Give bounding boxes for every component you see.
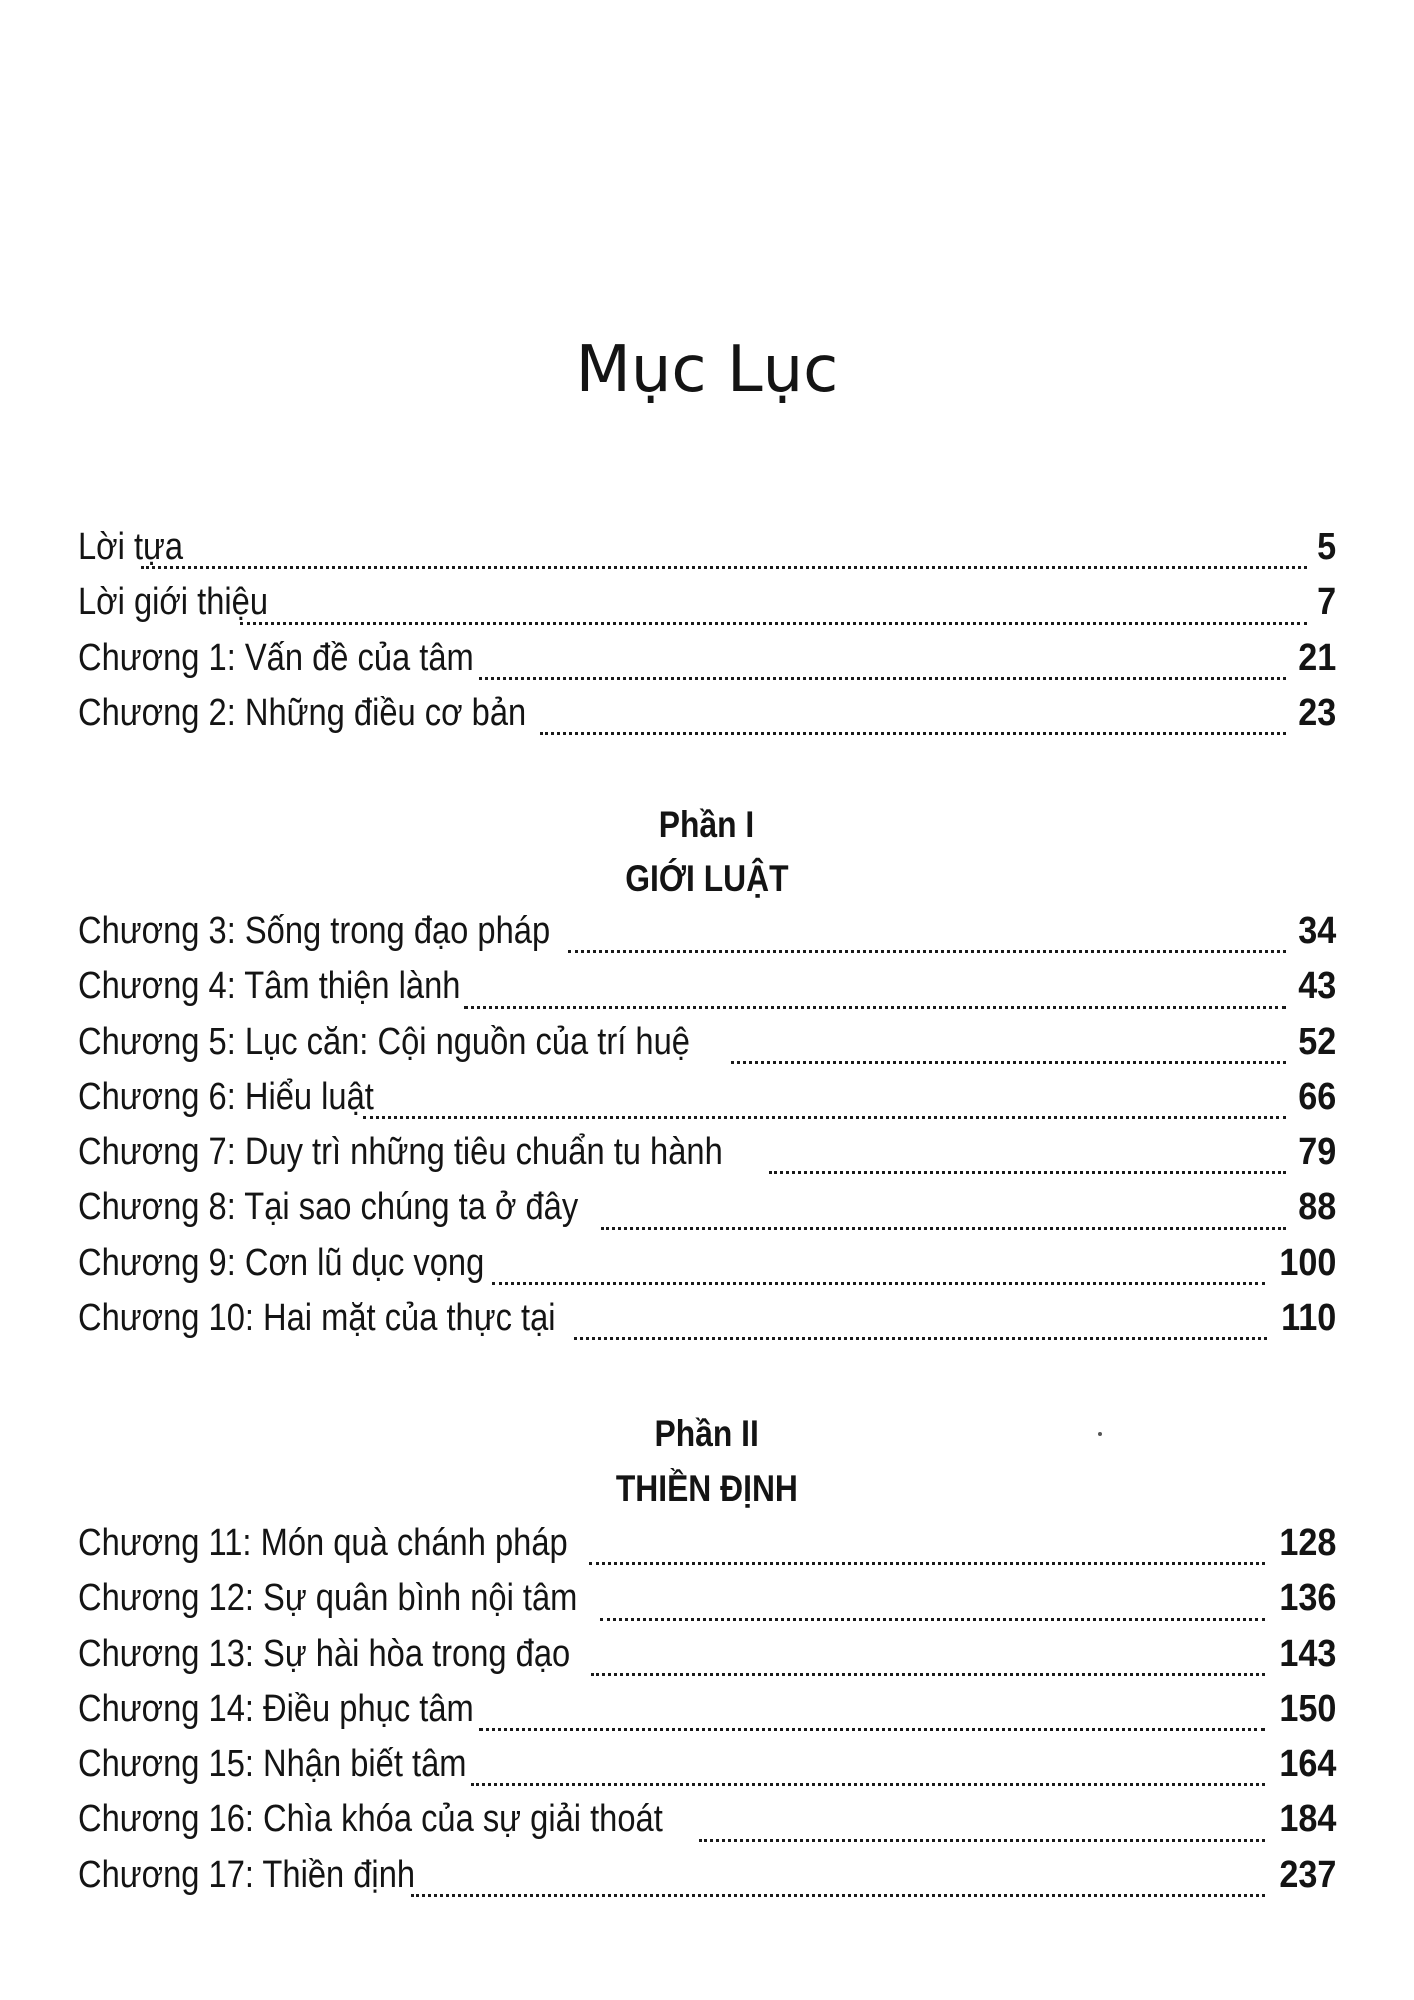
toc-entry[interactable] [78, 910, 1336, 965]
toc-entry-page: 100 [1278, 1241, 1336, 1284]
toc-entry-label: Chương 10: Hai mặt của thực tại [78, 1297, 556, 1340]
toc-entry-label: Chương 17: Thiền định [78, 1853, 416, 1896]
page-title: Mục Lục [575, 333, 839, 407]
dot-leader [568, 950, 1286, 953]
dot-leader [141, 566, 1307, 569]
toc-entry-page: 23 [1297, 691, 1336, 734]
dot-leader [479, 1728, 1264, 1731]
toc-entry[interactable] [78, 1577, 1336, 1632]
toc-entry-label: Chương 9: Cơn lũ dục vọng [78, 1241, 485, 1284]
toc-entry[interactable] [78, 1522, 1336, 1577]
dot-leader [540, 732, 1285, 735]
toc-entry-page: 237 [1278, 1853, 1336, 1896]
toc-entry-page: 88 [1297, 1186, 1336, 1229]
toc-entry[interactable] [78, 1242, 1336, 1297]
toc-entry-label: Chương 11: Món quà chánh pháp [78, 1522, 568, 1564]
toc-entry-label: Lời tựa [78, 526, 184, 568]
toc-entry[interactable] [78, 1021, 1336, 1076]
dot-leader [591, 1673, 1264, 1676]
toc-entry-label: Chương 4: Tâm thiện lành [78, 965, 461, 1008]
toc-entry[interactable] [78, 1743, 1336, 1798]
toc-entry-label: Chương 2: Những điều cơ bản [78, 691, 527, 734]
toc-entry-page: 110 [1280, 1297, 1336, 1340]
toc-entry-label: Chương 14: Điều phục tâm [78, 1687, 474, 1730]
dot-leader [731, 1061, 1286, 1064]
toc-entry[interactable] [78, 692, 1336, 747]
dot-leader [240, 622, 1307, 625]
toc-entry-label: Chương 3: Sống trong đạo pháp [78, 910, 551, 952]
toc-entry-page: 34 [1297, 910, 1336, 952]
toc-entry-page: 164 [1278, 1743, 1336, 1786]
dot-leader [601, 1227, 1286, 1230]
toc-entry[interactable] [78, 526, 1336, 581]
dot-leader [769, 1171, 1286, 1174]
dot-leader [492, 1282, 1265, 1285]
part-1-title: GIỚI LUẬT [625, 858, 789, 899]
toc-entry-page: 52 [1297, 1020, 1336, 1063]
dot-leader [363, 1116, 1286, 1119]
part-2-label: Phần II [654, 1413, 760, 1454]
toc-entry[interactable] [78, 1798, 1336, 1853]
toc-entry[interactable] [78, 637, 1336, 692]
toc-entry-label: Chương 1: Vấn đề của tâm [78, 636, 474, 679]
toc-entry-label: Chương 5: Lục căn: Cội nguồn của trí huệ [78, 1020, 690, 1063]
toc-entry[interactable] [78, 1076, 1336, 1131]
toc-part-1-list [78, 910, 1336, 1352]
toc-entry[interactable] [78, 965, 1336, 1020]
toc-entry[interactable] [78, 1854, 1336, 1909]
toc-entry-label: Chương 15: Nhận biết tâm [78, 1743, 467, 1786]
toc-entry[interactable] [78, 1633, 1336, 1688]
part-2-title: THIỀN ĐỊNH [615, 1468, 799, 1509]
toc-entry-page: 21 [1297, 636, 1336, 679]
toc-entry[interactable] [78, 1131, 1336, 1186]
dot-leader [699, 1839, 1265, 1842]
toc-entry-page: 136 [1278, 1577, 1336, 1620]
toc-entry[interactable] [78, 1297, 1336, 1352]
toc-part-2-list [78, 1522, 1336, 1909]
toc-entry[interactable] [78, 1688, 1336, 1743]
dot-leader [464, 1006, 1286, 1009]
toc-entry-page: 128 [1278, 1522, 1336, 1564]
toc-entry-page: 150 [1278, 1687, 1336, 1730]
toc-entry-page: 143 [1278, 1632, 1336, 1675]
toc-entry[interactable] [78, 1186, 1336, 1241]
toc-entry-label: Chương 8: Tại sao chúng ta ở đây [78, 1186, 579, 1229]
toc-intro-list [78, 526, 1336, 747]
dot-leader [471, 1783, 1265, 1786]
dot-leader [479, 677, 1285, 680]
toc-entry-label: Chương 12: Sự quân bình nội tâm [78, 1577, 578, 1620]
toc-entry[interactable] [78, 581, 1336, 636]
dot-leader [411, 1894, 1265, 1897]
toc-entry-page: 43 [1297, 965, 1336, 1008]
toc-entry-page: 184 [1278, 1798, 1336, 1841]
print-speck [1098, 1432, 1102, 1436]
dot-leader [600, 1618, 1265, 1621]
dot-leader [574, 1337, 1266, 1340]
toc-entry-label: Lời giới thiệu [78, 581, 269, 624]
part-1-label: Phần I [659, 804, 755, 845]
toc-entry-label: Chương 13: Sự hài hòa trong đạo [78, 1632, 571, 1675]
toc-entry-label: Chương 7: Duy trì những tiêu chuẩn tu hành [78, 1131, 723, 1174]
toc-entry-page: 79 [1297, 1131, 1336, 1174]
toc-entry-page: 66 [1297, 1075, 1336, 1118]
toc-entry-label: Chương 6: Hiểu luật [78, 1075, 374, 1118]
toc-entry-label: Chương 16: Chìa khóa của sự giải thoát [78, 1798, 663, 1841]
toc-entry-page: 5 [1316, 526, 1336, 568]
dot-leader [589, 1562, 1265, 1565]
toc-entry-page: 7 [1316, 581, 1336, 624]
